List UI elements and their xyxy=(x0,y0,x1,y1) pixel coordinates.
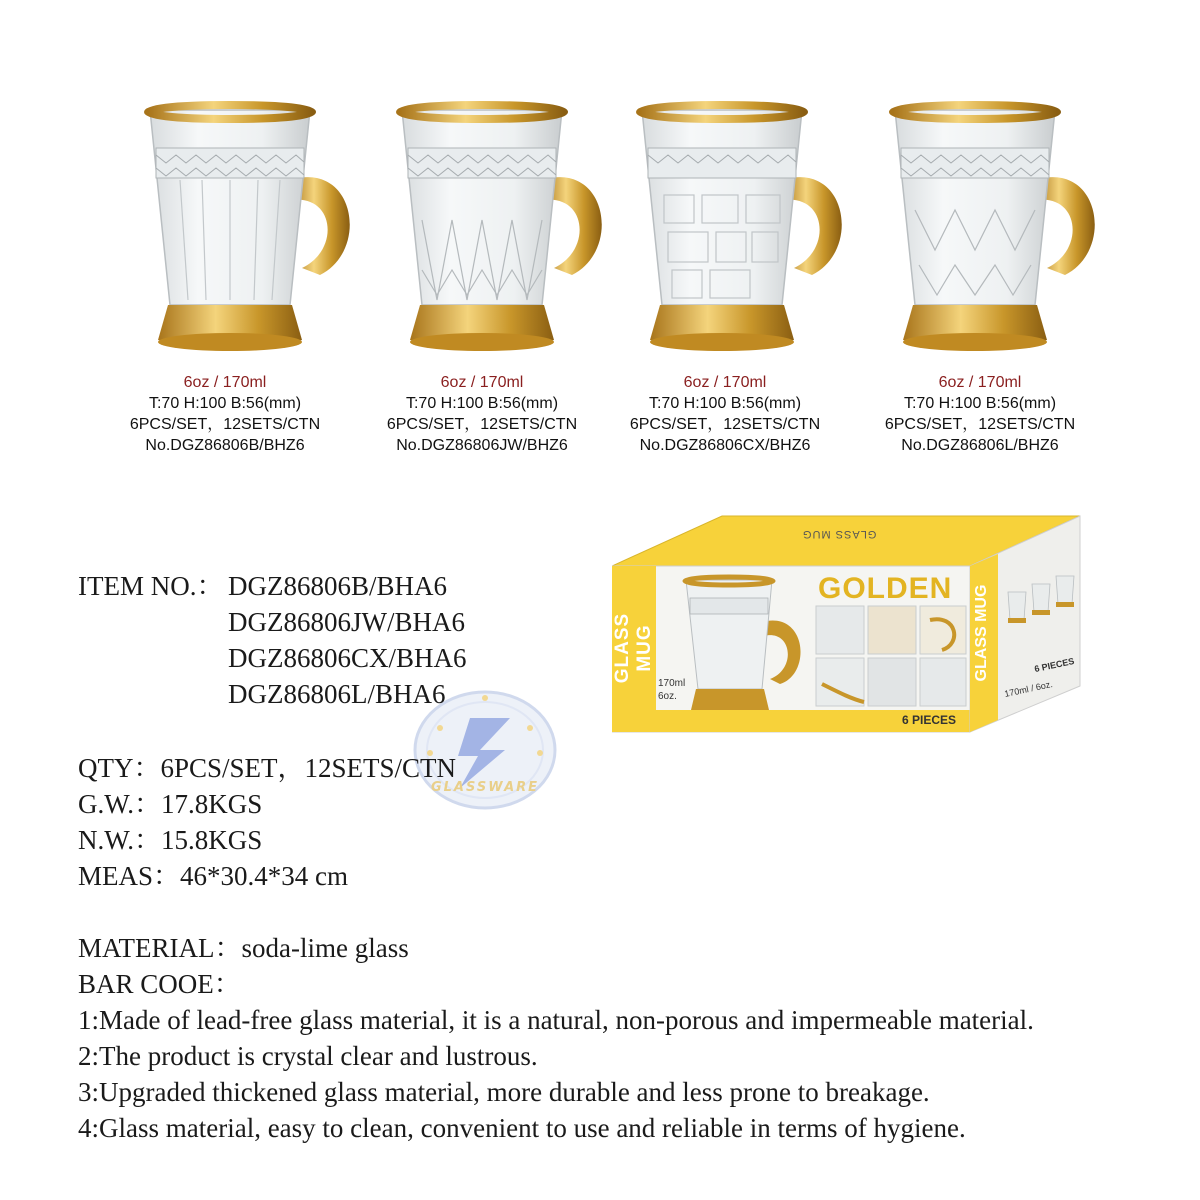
product-model: No.DGZ86806CX/BHZ6 xyxy=(639,437,811,454)
box-right-side-text: GLASS MUG xyxy=(973,584,990,682)
product-dims: T:70 H:100 B:56(mm) xyxy=(148,395,302,412)
product-packing: 6PCS/SET，12SETS/CTN xyxy=(386,416,578,433)
product-caption xyxy=(850,372,1110,456)
measurement-line: MEAS：46*30.4*34 cm xyxy=(78,861,348,891)
product-size: 6oz / 170ml xyxy=(440,374,524,391)
item-no-value: DGZ86806L/BHA6 xyxy=(228,679,446,709)
mug-graphic xyxy=(140,100,370,370)
item-no-value: DGZ86806B/BHA6 xyxy=(228,571,448,601)
product-model: No.DGZ86806L/BHZ6 xyxy=(901,437,1059,454)
product-model: No.DGZ86806JW/BHZ6 xyxy=(396,437,568,454)
feature-item: 4:Glass material, easy to clean, convenient to use and reliable in terms of hygiene. xyxy=(78,1113,966,1143)
net-weight-line: N.W.：15.8KGS xyxy=(78,825,263,855)
box-pieces: 6 PIECES xyxy=(902,713,957,727)
box-right-side-volume: 170ml / 6oz. xyxy=(1003,679,1054,699)
box-side-text: GLASS MUG xyxy=(612,612,655,684)
feature-item: 2:The product is crystal clear and lustrous. xyxy=(78,1041,538,1071)
product-dims: T:70 H:100 B:56(mm) xyxy=(903,395,1057,412)
product-caption xyxy=(595,372,855,456)
item-no-value: DGZ86806CX/BHA6 xyxy=(228,643,467,673)
feature-item: 1:Made of lead-free glass material, it is a natural, non-porous and impermeable material. xyxy=(78,1005,1034,1035)
product-size: 6oz / 170ml xyxy=(183,374,267,391)
product-caption xyxy=(352,372,612,456)
mug-graphic xyxy=(885,100,1115,370)
product-caption xyxy=(95,372,355,456)
product-packing: 6PCS/SET，12SETS/CTN xyxy=(884,416,1076,433)
box-volume-oz: 6oz. xyxy=(658,691,677,702)
item-no-label: ITEM NO.： xyxy=(78,571,224,601)
box-graphic xyxy=(612,514,1082,734)
product-size: 6oz / 170ml xyxy=(938,374,1022,391)
gross-weight-line: G.W.：17.8KGS xyxy=(78,789,263,819)
feature-item: 3:Upgraded thickened glass material, more durable and less prone to breakage. xyxy=(78,1077,930,1107)
mug-image-fluted xyxy=(140,100,370,370)
item-no-value: DGZ86806JW/BHA6 xyxy=(228,607,465,637)
barcode-line: BAR COOE： xyxy=(78,969,241,999)
item-numbers xyxy=(78,568,467,712)
product-model: No.DGZ86806B/BHZ6 xyxy=(145,437,305,454)
box-top-text: GLASS MUG xyxy=(802,528,877,540)
product-dims: T:70 H:100 B:56(mm) xyxy=(648,395,802,412)
box-right-side-pieces: 6 PIECES xyxy=(1033,655,1076,675)
qty-line: QTY：6PCS/SET，12SETS/CTN xyxy=(78,753,457,783)
packaging-box-image xyxy=(612,514,1082,734)
mug-graphic xyxy=(632,100,862,370)
mug-graphic xyxy=(392,100,622,370)
mug-image-diamond xyxy=(392,100,622,370)
material-line: MATERIAL：soda-lime glass xyxy=(78,933,409,963)
box-volume-ml: 170ml xyxy=(658,678,686,689)
product-packing: 6PCS/SET，12SETS/CTN xyxy=(129,416,321,433)
product-dims: T:70 H:100 B:56(mm) xyxy=(405,395,559,412)
mug-image-wave xyxy=(885,100,1115,370)
watermark-text: GLASSWARE xyxy=(430,780,540,795)
product-description xyxy=(78,930,1178,1146)
product-packing: 6PCS/SET，12SETS/CTN xyxy=(629,416,821,433)
mug-image-block xyxy=(632,100,862,370)
box-brand: GOLDEN xyxy=(818,572,953,605)
product-size: 6oz / 170ml xyxy=(683,374,767,391)
